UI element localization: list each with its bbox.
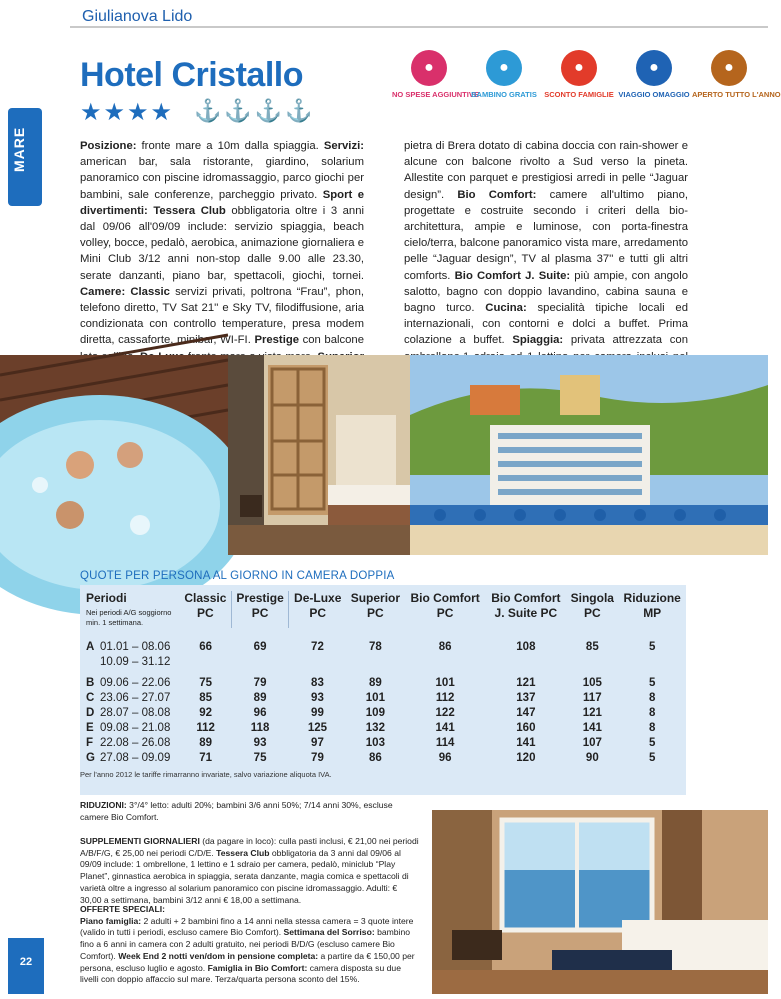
rate-cell: 101: [365, 692, 385, 704]
offer-term: Week End 2 notti ven/dom in pensione completa:: [118, 950, 319, 961]
offer-term: Piano famiglia:: [80, 915, 142, 926]
hotel-name: Hotel Cristallo: [80, 56, 303, 94]
table-row: [80, 706, 686, 721]
rate-cell: 122: [435, 707, 455, 719]
rate-cell: 109: [365, 707, 385, 719]
hotel-exterior-photo: [410, 355, 768, 555]
rate-cell: 105: [582, 677, 602, 689]
rate-cell: 93: [253, 737, 267, 749]
rate-cell: 75: [199, 677, 213, 689]
room-photo: [228, 355, 410, 555]
description-right: [404, 138, 688, 381]
sea-view-room-photo: [432, 810, 768, 994]
period-cell: G 27.08 – 09.09: [86, 752, 171, 764]
period-cell: E 09.08 – 21.08: [86, 722, 171, 734]
description-text: camere all'ultimo piano, progettate e costruite secondo i criteri della bio-architettura, ampie e luminose, con porta-finestra cielo/terra, balcone panoramico vista mare, arredamento pelle “Jaguar design”, TV al plasma 37'' e tutti gli altri comforts.: [404, 188, 688, 282]
rate-cell: 112: [196, 722, 215, 734]
table-note: Per l'anno 2012 le tariffe rimarranno invariate, salvo variazione aliquota IVA.: [80, 770, 332, 779]
offerte-text: OFFERTE SPECIALI: Piano famiglia: 2 adulti + 2 bambini fino a 14 anni nella stessa camera = 3 quote intere (valido in tutti i periodi, escluso camere Bio Comfort). Settimana del Sorriso: bambino fino a 6 anni in camera con 2 adulti gratuito, nei periodi B/D/G (escluso camere Bio Comfort). Week End 2 notti ven/dom in pensione completa: a partire da € 150,00 per persona, escluso luglio e agosto. Famiglia in Bio Comfort: camera disposta su due livelli con doppio affaccio sul mare. Terza/quarta persona sconto del 15%.: [80, 904, 415, 985]
rate-cell: 85: [585, 641, 599, 653]
rate-cell: 121: [516, 677, 536, 689]
rate-cell: [486, 655, 567, 670]
rate-cell: 8: [648, 692, 656, 704]
badge: [542, 50, 616, 99]
rate-cell: 8: [648, 707, 656, 719]
rate-cell: 86: [368, 752, 382, 764]
description-term: Cucina:: [485, 302, 527, 315]
rate-cell: 121: [582, 707, 602, 719]
offer-term: Famiglia in Bio Comfort:: [207, 962, 308, 973]
description-term: Sport e divertimenti: Tessera Club: [80, 188, 364, 217]
column-header: De-Luxe PC: [289, 591, 346, 628]
rate-cell: 83: [311, 677, 324, 689]
child-free-icon: ●: [486, 50, 522, 86]
period-cell: F 22.08 – 26.08: [86, 737, 171, 749]
rate-cell: 5: [648, 737, 656, 749]
column-header: Bio Comfort PC: [410, 591, 480, 620]
rate-cell: 137: [516, 692, 536, 704]
rate-cell: 5: [648, 677, 656, 689]
description-text: privata attrezzata con: [570, 334, 688, 347]
table-row: [80, 655, 686, 670]
rate-cell: 132: [365, 722, 385, 734]
badge-label: VIAGGIO OMAGGIO: [618, 90, 690, 99]
period-cell: D 28.07 – 08.08: [86, 707, 171, 719]
badge-row: [392, 50, 781, 106]
description-term: Camere: Classic: [80, 285, 170, 298]
rate-cell: 71: [199, 752, 213, 764]
periods-note: Nei periodi A/G soggiorno min. 1 settimana.: [86, 608, 172, 627]
rate-cell: 160: [516, 722, 536, 734]
description-term: Prestige: [254, 334, 300, 347]
description-term: Bio Comfort J. Suite:: [454, 269, 571, 282]
description-term: Spiaggia:: [512, 334, 564, 347]
rate-cell: 97: [311, 737, 324, 749]
column-header: Superior PC: [350, 591, 401, 620]
rate-cell: 96: [253, 707, 267, 719]
rates-table: [80, 591, 686, 766]
badge-label: SCONTO FAMIGLIE: [544, 90, 614, 99]
description-term: Posizione:: [80, 140, 137, 152]
rate-cell: 112: [435, 692, 455, 704]
rate-cell: 118: [250, 722, 270, 734]
no-fees-icon: ●: [411, 50, 447, 86]
table-row: [80, 676, 686, 691]
rate-cell: 101: [435, 677, 455, 689]
description-term: Servizi:: [323, 140, 364, 152]
period-cell: 10.09 – 31.12: [100, 656, 171, 668]
star-rating: ★★★★: [80, 99, 175, 126]
rate-cell: 5: [648, 641, 656, 653]
rate-cell: 89: [368, 677, 382, 689]
description-text: con balcone: [302, 334, 364, 347]
jacuzzi-photo: [0, 355, 228, 555]
rate-cell: 69: [253, 641, 267, 653]
badge-label: APERTO TUTTO L'ANNO: [692, 90, 781, 99]
rate-cell: 120: [516, 752, 536, 764]
table-row: [80, 736, 686, 751]
column-header: Riduzione MP: [623, 591, 681, 620]
rate-cell: 117: [583, 692, 602, 704]
rate-cell: 93: [311, 692, 324, 704]
offer-text: camera disposta su due livelli con doppio affaccio sul mare. Terza/quarta persona sconto del 15%.: [80, 962, 401, 985]
rate-cell: [180, 655, 231, 670]
rate-cell: 141: [582, 722, 602, 734]
description-text: più ampie, con angolo salotto, bagno con doppio lavandino, cabina sauna e bagno turco.: [404, 269, 688, 315]
rate-cell: 125: [307, 722, 328, 734]
rate-cell: 5: [648, 752, 656, 764]
rate-cell: 66: [199, 641, 213, 653]
family-icon: ●: [561, 50, 597, 86]
badge: [467, 50, 541, 99]
rate-cell: 79: [253, 677, 267, 689]
period-cell: A 01.01 – 08.06: [86, 641, 171, 653]
description-text: fronte mare a 10m dalla spiaggia.: [136, 140, 324, 152]
region-title: Giulianova Lido: [82, 8, 193, 25]
travel-icon: ●: [636, 50, 672, 86]
riduzioni-text: RIDUZIONI: 3°/4° letto: adulti 20%; bambini 3/6 anni 50%; 7/14 anni 30%, escluse camere Bio Comfort.: [80, 800, 393, 822]
rate-cell: 90: [585, 752, 599, 764]
badge-label: BAMBINO GRATIS: [471, 90, 537, 99]
rate-cell: 107: [582, 737, 602, 749]
rate-cell: 79: [311, 752, 324, 764]
period-cell: C 23.06 – 27.07: [86, 692, 171, 704]
description-text: obbligatoria oltre i 3 anni dal 09/06 all'09/09 include: servizio spiaggia, beach volley, bocce, pedalò, aerobica, animazione giornaliera e Mini Club 3/12 anni non-stop dalle 9.00 alle 23.30, serate danzanti, piano bar, spettacoli, giochi, tornei.: [80, 204, 364, 282]
rate-cell: 86: [438, 641, 452, 653]
photo-strip: [0, 355, 768, 555]
rate-cell: 75: [253, 752, 267, 764]
rate-cell: 99: [311, 707, 324, 719]
offer-term: Settimana del Sorriso:: [283, 927, 375, 938]
rate-cell: 141: [516, 737, 536, 749]
table-heading: QUOTE PER PERSONA AL GIORNO IN CAMERA DOPPIA: [80, 570, 395, 582]
rate-cell: 108: [516, 641, 536, 653]
rate-cell: [289, 655, 346, 670]
description-text: pietra di Brera dotato di cabina doccia con rain-shower e alcune con balcone rivolto a Sud verso la pineta. Allestite con parquet e prestigiosi arredi in pelle “Jaguar design”.: [404, 140, 688, 201]
rate-cell: 8: [648, 722, 656, 734]
column-header: Prestige PC: [231, 591, 289, 628]
offer-text: a partire da € 150,00 per persona, escluso luglio e agosto.: [80, 950, 415, 973]
table-row: [80, 721, 686, 736]
anchor-rating: ⚓⚓⚓⚓: [194, 98, 316, 123]
offer-text: 2 adulti + 2 bambini fino a 14 anni nella stessa camera = 3 quote intere (valido in tutti i periodi, escluso camere Bio Comfort).: [80, 915, 414, 938]
rate-cell: 96: [438, 752, 452, 764]
table-row: [80, 640, 686, 655]
description-left: [80, 138, 364, 381]
description-text: servizi privati, poltrona “Frau”, phon, telefono diretto, TV Sat 21'' e Sky TV, filodiffusione, aria condizionata con controllo temperature, presa modem diretta, cassaforte, minibar, WI-FI.: [80, 285, 364, 347]
description-text: specialità tipiche locali ed internazionali, con contorni e dolci a buffet. Prima colazione a buffet.: [404, 302, 688, 347]
periods-header: Periodi Nei periodi A/G soggiorno min. 1 settimana.: [80, 591, 180, 628]
rate-cell: 89: [199, 737, 213, 749]
period-cell: B 09.06 – 22.06: [86, 677, 171, 689]
description-term: Bio Comfort:: [457, 188, 537, 201]
offer-text: bambino fino a 6 anni in camera con 2 adulti gratuito, nei periodi B/D/G (escluso camere Bio Comfort).: [80, 927, 411, 961]
description-text: american bar, sala ristorante, giardino, solarium panoramico con piscine idromassaggio, parco giochi per bambini, sale conferenze, parcheggio privato.: [80, 156, 364, 201]
supplementi-text: SUPPLEMENTI GIORNALIERI (da pagare in loco): culla pasti inclusi, € 21,00 nei periodi A/B/F/G, € 25,00 nei periodi C/D/E. Tessera Club obbligatoria da 3 anni dal 09/06 al 09/09 include: 1 ombrellone, 1 lettino e 1 sdraio per camera, pedalò, miniclub “Play Planet”, ginnastica aerobica in spiaggia, serata danzante, magia comica e spettacoli di varietà oltre a ingresso al solarium panoramico con piscine idromassaggio. Adulti: € 30,00 a settimana, bambini 3/12 anni € 18,00 a settimana.: [80, 836, 419, 905]
rate-cell: 141: [435, 722, 455, 734]
column-header: Classic PC: [184, 591, 227, 620]
table-row: [80, 691, 686, 706]
rate-cell: 78: [368, 641, 382, 653]
rate-cell: [231, 655, 289, 670]
rate-cell: [346, 655, 405, 670]
rate-cell: [566, 655, 618, 670]
open-all-year-icon: ●: [711, 50, 747, 86]
rate-cell: [405, 655, 486, 670]
rate-cell: 89: [253, 692, 267, 704]
rate-cell: 147: [516, 707, 536, 719]
rate-cell: 85: [199, 692, 213, 704]
rate-cell: [618, 655, 686, 670]
rate-cell: 72: [311, 641, 324, 653]
rate-cell: 103: [365, 737, 385, 749]
page-number: 22: [8, 938, 44, 994]
column-header: Bio Comfort J. Suite PC: [491, 591, 561, 620]
section-label: MARE: [11, 126, 27, 172]
rates-table-box: [80, 585, 686, 795]
column-header: Singola PC: [570, 591, 614, 620]
rate-cell: 114: [435, 737, 455, 749]
table-row: [80, 751, 686, 766]
badge-label: NO SPESE AGGIUNTIVE: [392, 90, 479, 99]
badge: [392, 50, 479, 99]
badge: [617, 50, 691, 99]
badge: [692, 50, 781, 99]
rate-cell: 92: [199, 707, 213, 719]
